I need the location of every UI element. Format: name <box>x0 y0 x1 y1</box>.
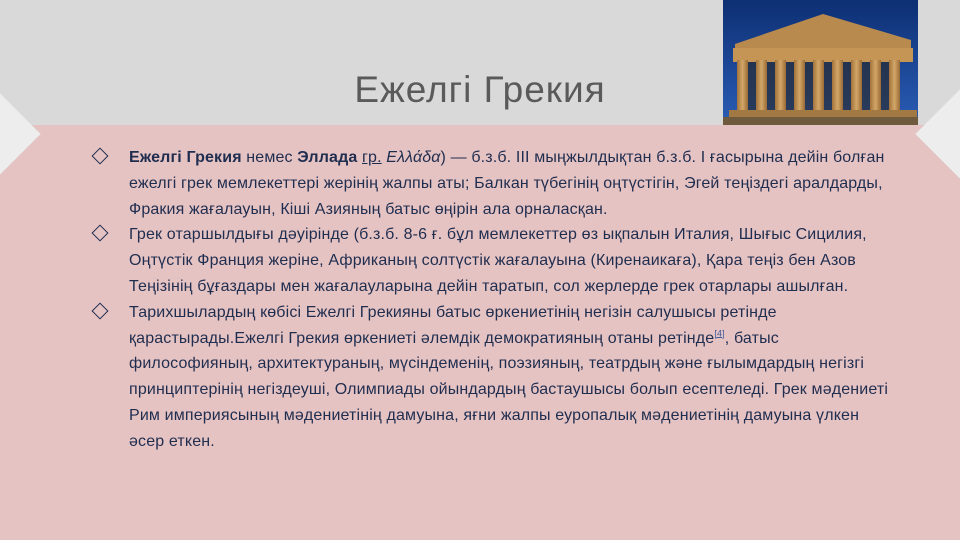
bullet-list <box>90 145 890 455</box>
reference-link[interactable]: [4] <box>714 328 725 339</box>
bullet-text: , батыс философияның, архитектураның, мүсіндеменің, поэзияның, театрдың және ғылымдардың негізгі принциптерінің негіздеуші, Олимпиады ойындардың бастаушысы болып есептеледі. Грек мәдениеті Рим империясының мәдениетінің дамуына, яғни жалпы еуропалық мәдениетінің дамуына үлкен әсер еткен. <box>129 329 889 450</box>
bullet-text: Тарихшылардың көбісі Ежелгі Грекияны батыс өркениетінің негізін салушысы ретінде қарастырады.Ежелгі Грекия өркениеті әлемдік демократияның отаны ретінде <box>129 303 777 347</box>
bullet-term: Ежелгі Грекия <box>129 149 242 166</box>
bullet-item <box>90 222 890 299</box>
language-link[interactable]: гр. <box>362 149 382 166</box>
diamond-bullet-icon <box>92 148 109 165</box>
parthenon-image <box>723 0 918 125</box>
parthenon-photo <box>723 0 918 125</box>
diamond-bullet-icon <box>92 302 109 319</box>
greek-name: Ελλάδα <box>386 149 441 166</box>
slide-title: Ежелгі Грекия <box>354 69 606 110</box>
bullet-item <box>90 300 890 455</box>
bullet-alias: Эллада <box>297 149 358 166</box>
bullet-connector: немес <box>241 149 298 166</box>
bullet-item <box>90 145 890 222</box>
bullet-text: ) — б.з.б. ІІІ мыңжылдықтан б.з.б. І ғасырына дейін болған ежелгі грек мемлекеттері жерінің жалпы аты; Балкан түбегінің оңтүстігін, Эгей теңіздегі аралдарды, Фракия жағалауын, Кіші Азияның батыс өңірін ала орналасқан. <box>129 149 885 218</box>
diamond-bullet-icon <box>92 225 109 242</box>
bullet-text: Грек отаршылдығы дәуірінде (б.з.б. 8-6 ғ. бұл мемлекеттер өз ықпалын Италия, Шығыс Сицилия, Оңтүстік Франция жеріне, Африканың солтүстік жағалауына (Киренаикаға), Қара теңіз бен Азов Теңізінің бұғаздары мен жағалауларына дейін таратып, сол жерлерде грек отарлары ашылған. <box>129 226 867 295</box>
